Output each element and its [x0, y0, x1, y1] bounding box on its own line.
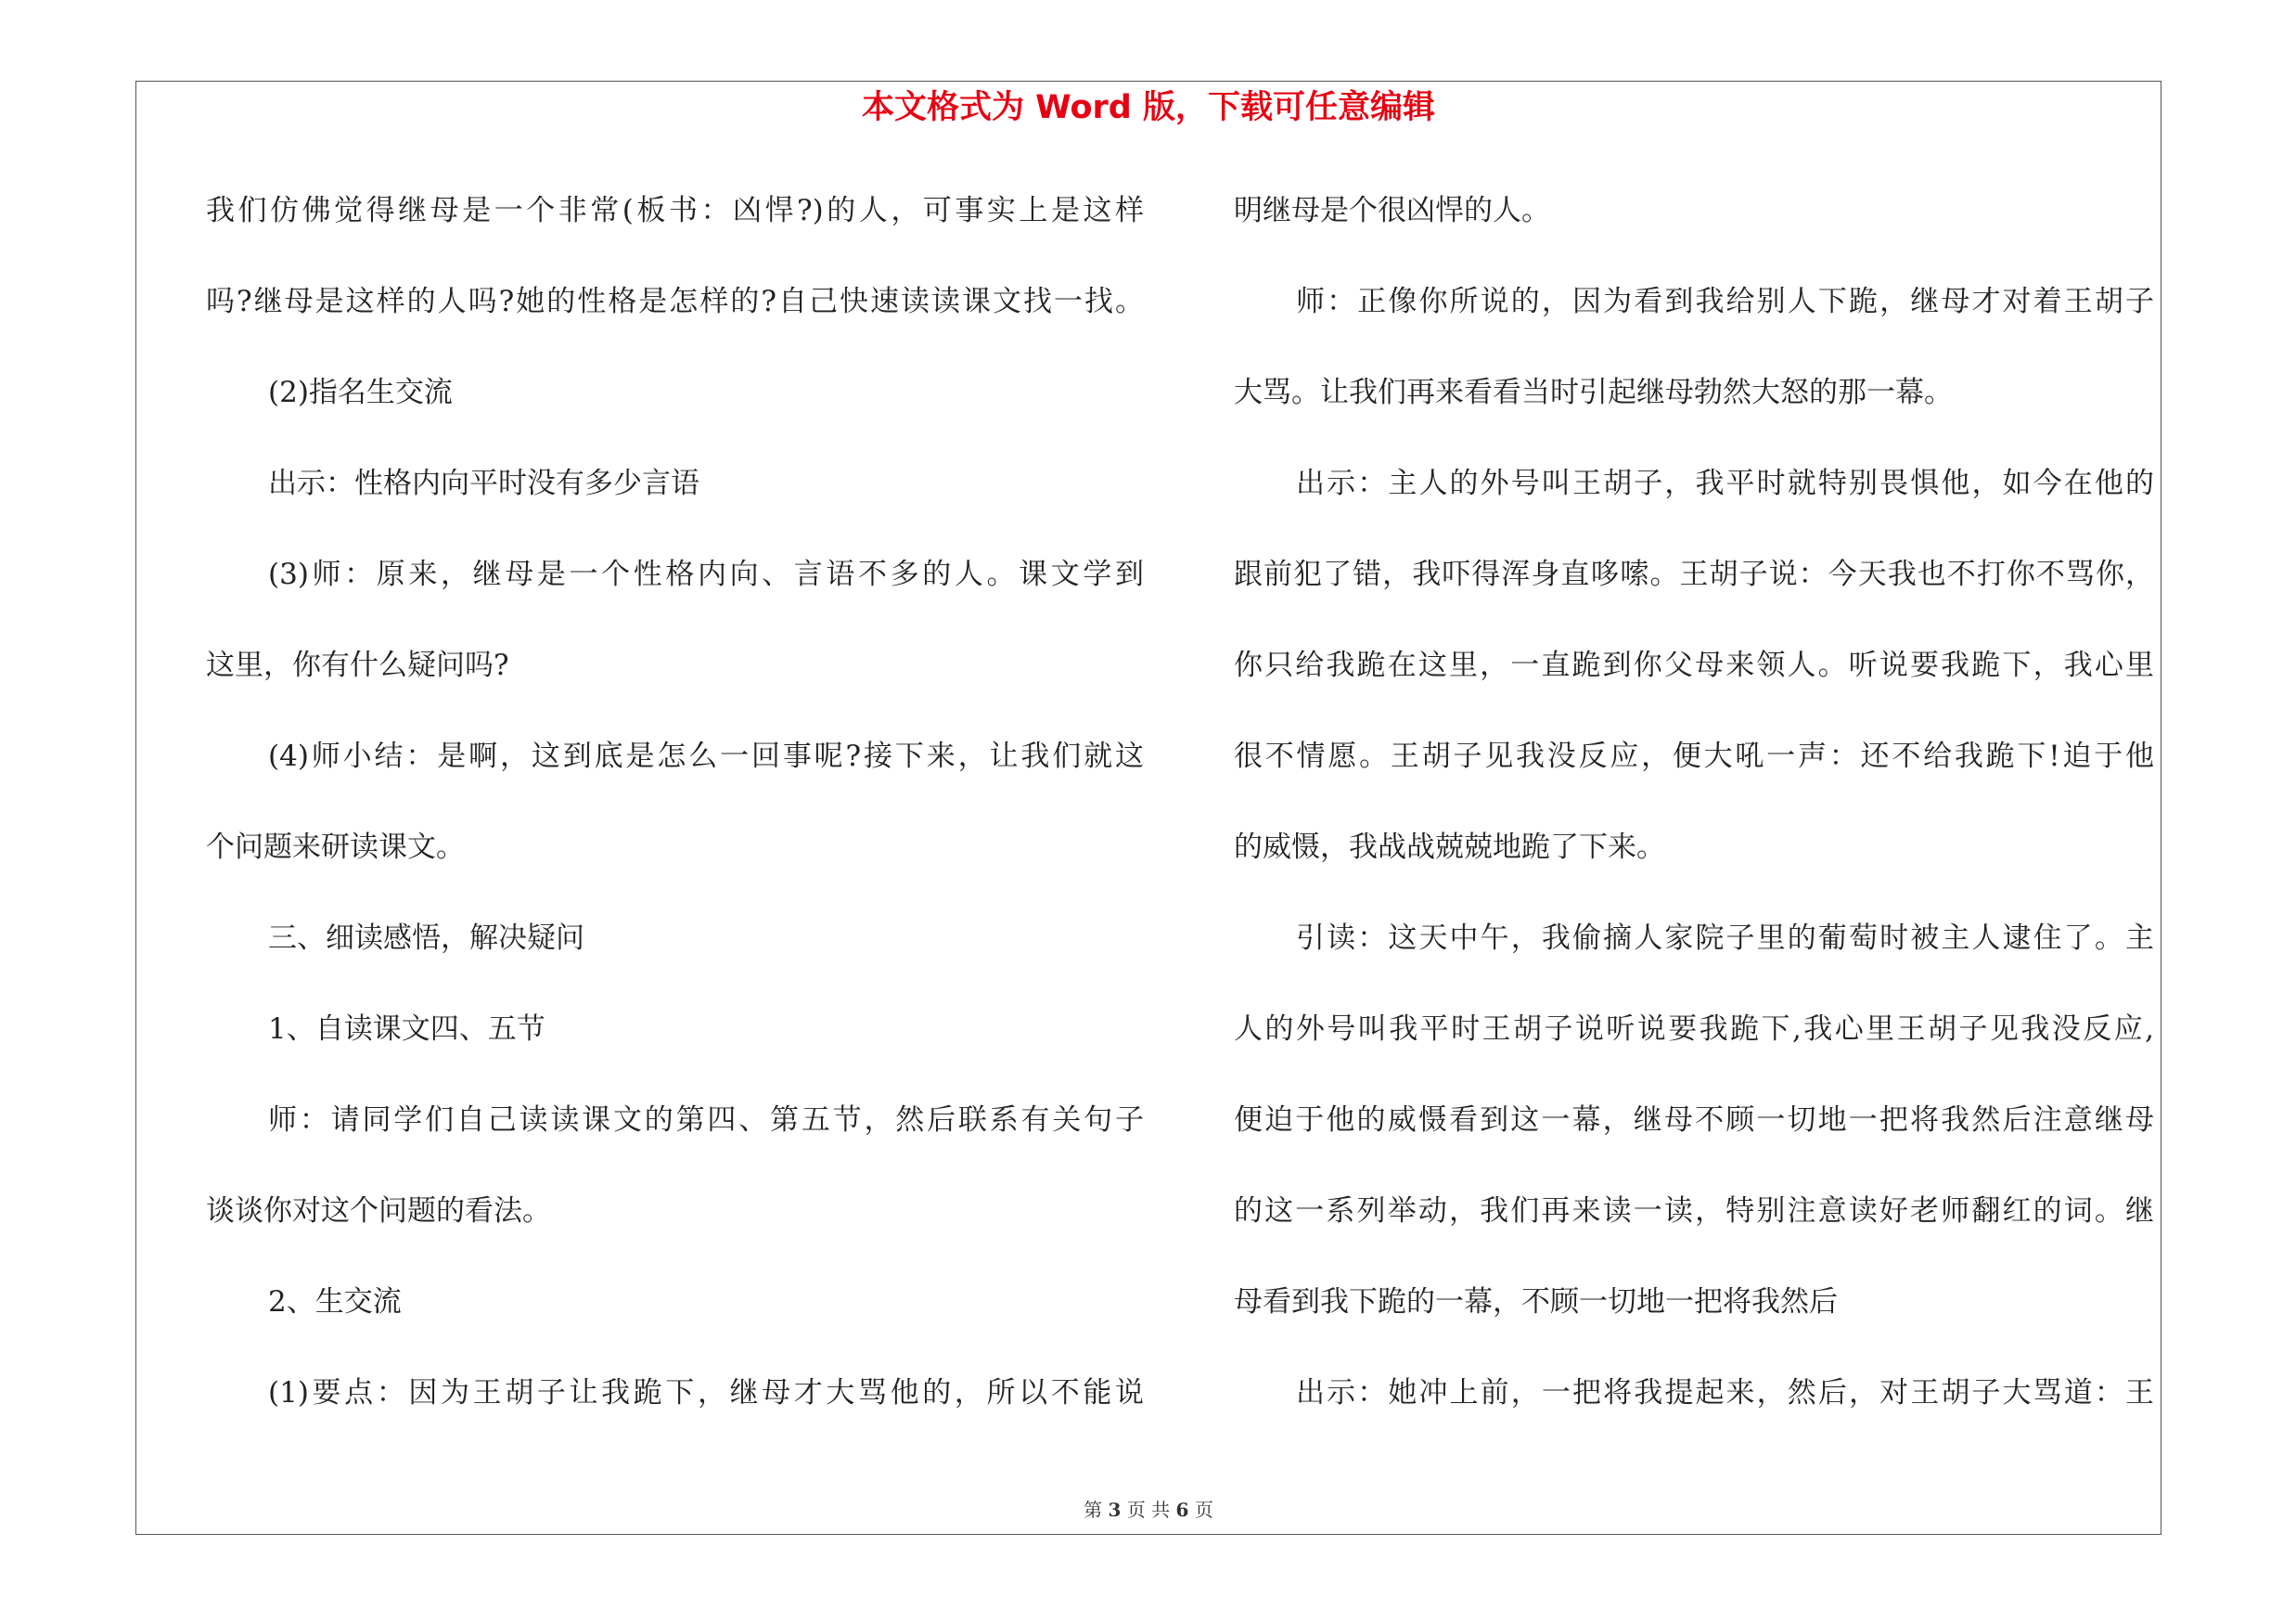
text-line: 人的外号叫我平时王胡子说听说要我跪下,我心里王胡子见我没反应,	[1234, 1012, 2154, 1046]
page-number-footer	[135, 1496, 2161, 1524]
document-header-title: 本文格式为 Word 版，下载可任意编辑	[861, 89, 1436, 126]
total-pages-number: 6	[1175, 1499, 1189, 1521]
text-line: 的威慑，我战战兢兢地跪了下来。	[1234, 831, 1665, 864]
text-line: 大骂。让我们再来看看当时引起继母勃然大怒的那一幕。	[1234, 376, 1953, 409]
text-line: 出示：她冲上前，一把将我提起来，然后，对王胡子大骂道：王	[1296, 1376, 2154, 1410]
section-heading: 三、细读感悟，解决疑问	[268, 921, 584, 955]
text-line: (1)要点：因为王胡子让我跪下，继母才大骂他的，所以不能说	[268, 1376, 1144, 1410]
text-line: 吗?继母是这样的人吗?她的性格是怎样的?自己快速读读课文找一找。	[206, 285, 1144, 318]
text-line: 出示：性格内向平时没有多少言语	[268, 467, 699, 500]
text-line: 师：正像你所说的，因为看到我给别人下跪，继母才对着王胡子	[1296, 285, 2154, 318]
footer-middle: 页 共	[1126, 1499, 1171, 1521]
current-page-number: 3	[1108, 1499, 1122, 1521]
footer-prefix: 第	[1084, 1499, 1103, 1521]
left-column	[206, 165, 1144, 1438]
text-line: (2)指名生交流	[268, 376, 453, 409]
text-line: 我们仿佛觉得继母是一个非常(板书：凶悍?)的人，可事实上是这样	[206, 194, 1144, 227]
text-line: (3)师：原来，继母是一个性格内向、言语不多的人。课文学到	[268, 558, 1144, 591]
text-line: 便迫于他的威慑看到这一幕，继母不顾一切地一把将我然后注意继母	[1234, 1103, 2154, 1137]
text-line: (4)师小结：是啊，这到底是怎么一回事呢?接下来，让我们就这	[268, 740, 1144, 773]
text-line: 的这一系列举动，我们再来读一读，特别注意读好老师翻红的词。继	[1234, 1194, 2154, 1228]
text-line: 跟前犯了错，我吓得浑身直哆嗦。王胡子说：今天我也不打你不骂你，	[1234, 558, 2154, 591]
text-line: 很不情愿。王胡子见我没反应，便大吼一声：还不给我跪下!迫于他	[1234, 740, 2154, 773]
text-line: 个问题来研读课文。	[206, 831, 465, 864]
right-column	[1234, 165, 2154, 1438]
text-line: 2、生交流	[268, 1285, 402, 1319]
text-line: 你只给我跪在这里，一直跪到你父母来领人。听说要我跪下，我心里	[1234, 649, 2154, 682]
text-line: 这里，你有什么疑问吗?	[206, 649, 509, 682]
text-line: 谈谈你对这个问题的看法。	[206, 1194, 551, 1228]
text-line: 1、自读课文四、五节	[268, 1012, 545, 1046]
text-line: 母看到我下跪的一幕，不顾一切地一把将我然后	[1234, 1285, 1838, 1319]
text-line: 出示：主人的外号叫王胡子，我平时就特别畏惧他，如今在他的	[1296, 467, 2154, 500]
text-line: 引读：这天中午，我偷摘人家院子里的葡萄时被主人逮住了。主	[1296, 921, 2154, 955]
text-line: 明继母是个很凶悍的人。	[1234, 194, 1550, 227]
footer-suffix: 页	[1194, 1499, 1213, 1521]
text-line: 师：请同学们自己读读课文的第四、第五节，然后联系有关句子	[268, 1103, 1144, 1137]
